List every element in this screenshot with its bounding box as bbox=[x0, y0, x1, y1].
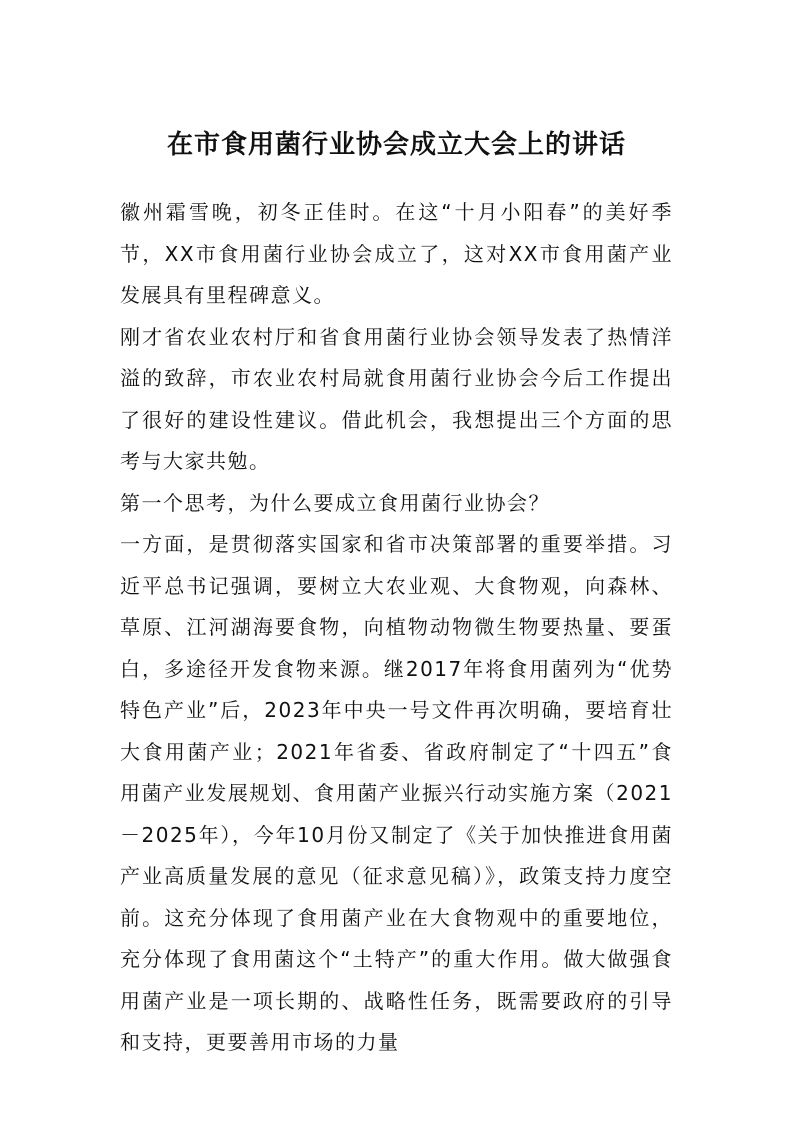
paragraph-intro: 徽州霜雪晚，初冬正佳时。在这“十月小阳春”的美好季节，XX市食用菌行业协会成立了，这对XX市食用菌产业发展具有里程碑意义。 bbox=[120, 200, 673, 307]
document-body bbox=[120, 192, 673, 1064]
paragraph-policy: 一方面，是贯彻落实国家和省市决策部署的重要举措。习近平总书记强调，要树立大农业观、大食物观，向森林、草原、江河湖海要食物，向植物动物微生物要热量、要蛋白，多途径开发食物来源。继2017年将食用菌列为“优势特色产业”后，2023年中央一号文件再次明确，要培育壮大食用菌产业；2021年省委、省政府制定了“十四五”食用菌产业发展规划、食用菌产业振兴行动实施方案（2021－2025年），今年10月份又制定了《关于加快推进食用菌产业高质量发展的意见（征求意见稿）》，政策支持力度空前。这充分体现了食用菌产业在大食物观中的重要地位，充分体现了食用菌这个“土特产”的重大作用。做大做强食用菌产业是一项长期的、战略性任务，既需要政府的引导和支持，更要善用市场的力量 bbox=[120, 532, 673, 1054]
paragraph-first-question: 第一个思考，为什么要成立食用菌行业协会？ bbox=[120, 490, 550, 515]
document-title: 在市食用菌行业协会成立大会上的讲话 bbox=[166, 130, 626, 160]
paragraph-remarks: 刚才省农业农村厅和省食用菌行业协会领导发表了热情洋溢的致辞，市农业农村局就食用菌行业协会今后工作提出了很好的建设性建议。借此机会，我想提出三个方面的思考与大家共勉。 bbox=[120, 324, 673, 473]
